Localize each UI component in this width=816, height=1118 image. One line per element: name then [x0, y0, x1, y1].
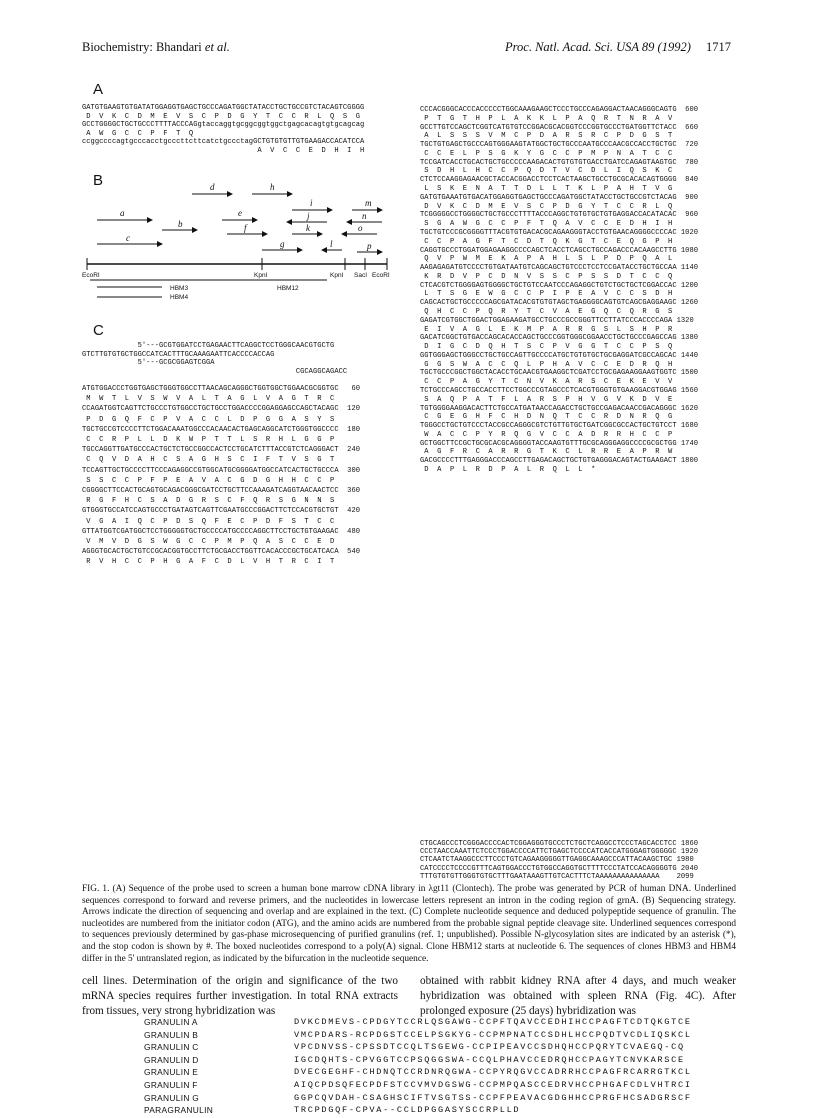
sequence-line: AGGGTGCACTGCTGTCCGCACGGTGCCTTCTGCGACCTGGTTCACACCCGCTGCATCACA 540 [82, 548, 361, 557]
alignment-row-name: GRANULIN A [144, 1017, 198, 1027]
site-label-kpni: KpnI [254, 272, 268, 279]
alignment-row-name: GRANULIN B [144, 1029, 199, 1040]
sequence-line: C C R P L L D K W P T T L S R H L G G P [82, 436, 335, 445]
arrow-label: d [210, 182, 215, 192]
site-label-kpni: KpnI [330, 272, 344, 279]
sequence-line: CGGGGCTTCCACTGCAGTGCAGACGGGCGATCCTGCTTCCAAAGATCAGGTAACAACTCC 360 [82, 487, 361, 496]
clone-label-hbm4: HBM4 [170, 294, 189, 301]
sequence-line: L T S G E W G C C P I P E A V C C S D H [420, 290, 673, 299]
site-label-saci: SacI [354, 272, 368, 279]
sequence-line: TCCAGTTGCTGCCCCTTCCCAGAGGCCGTGGCATGCGGGGATGGCCATCACTGCTGCCCA 300 [82, 466, 361, 475]
body-text-right: obtained with rabbit kidney RNA after 4 days, and much weaker hybridization was obtained with spleen RNA (Fig. 4C). After prolonged exposure (25 days) hybridization was [420, 975, 736, 1017]
sequence-line: A L S S S V M C P D A R S R C P D G S T [420, 132, 673, 141]
arrow-label: m [365, 198, 372, 208]
sequence-line: S G A W G C C P F T Q A V C C E D H I H [420, 220, 673, 229]
site-label-ecori: EcoRI [82, 272, 100, 279]
sequence-line: L S K E N A T T D L L T K L P A H T V G [420, 185, 673, 194]
sequence-line: GTGGGTGCCATCCAGTGCCCTGATAGTCAGTTCGAATGCCCGGACTTCTCCACGTGCTGT 420 [82, 507, 361, 516]
utr-line: CGCAGGCAGACC [82, 367, 348, 376]
clone-label-hbm12: HBM12 [277, 285, 299, 292]
sequence-line: GACGCCCCTTTGAGGGACCCAGCCTTGAGACAGCTGCTGTGAGGGACAGTACTGAAGACT 1800 [420, 457, 699, 466]
tail-sequence-line: TTTGTGTGTTGGGTGTGCTTTGAATAAAGTTGTCACTTTCTAAAAAAAAAAAAAAA 2099 [420, 872, 694, 881]
arrow-label: n [362, 211, 367, 221]
figure1-caption: FIG. 1. (A) Sequence of the probe used to screen a human bone marrow cDNA library in λgt11 (Clontech). The probe was generated by PCR of human DNA. Underlined sequences correspond to forward and reverse primers, and the nucleotides in lowercase letters represent an intron in the coding region of grnA. (B) Sequencing strategy. Arrows indicate the direction of sequencing and overlap and are explained in the text. (C) Complete nucleotide sequence and deduced polypeptide sequence of granulin. The nucleotides are numbered from the initiator codon (ATG), and the amino acids are numbered from the probable signal peptide cleavage site. Underlined sequences correspond to sequences previously determined by gas-phase microsequencing of purified granulins (ref. 1; unpublished). Possible N-glycosylation sites are indicated by an asterisk (*), and the stop codon is shown by #. The boxed nucleotides correspond to a poly(A) signal. Clone HBM12 starts at nucleotide 6. The sequences of clones HBM3 and HBM4 differ in the 5' untranslated region, as indicated by the bifurcation in the nucleotide sequence. [82, 884, 736, 964]
utr-line: GTCTTGTGTGCTGGCCATCACTTTGCAAAGAATTCACCCCACCAG [82, 350, 275, 359]
sequence-line: TCTGCCCAGCCTGCCACCTTCCTGGCCCGTAGCCCTCACGTGGGTGTGAAGGACGTGGAG 1560 [420, 387, 699, 395]
arrow-label: c [126, 233, 130, 243]
sequence-line: CCAGATGGTCAGTTCTGCCCTGTGGCCTGCTGCCTGGACCCCGGAGGAGCCAGCTACAGC 120 [82, 405, 361, 414]
sequence-line: G G S W A C C Q L P H A V C C E D R Q H [420, 360, 673, 369]
sequencing-arrows [87, 194, 387, 297]
panel-b-label: B [93, 172, 104, 189]
sequence-line: C G E G H F C H D N Q T C C R D N R Q G [420, 413, 673, 422]
arrow-label: h [270, 182, 275, 192]
arrow-label: i [310, 198, 313, 208]
sequence-line: TGCTGTCCCGCGGGGTTTACGTGTGACACGCAGAAGGGTACCTGTGAACAGGGGCCCCAC 1020 [420, 228, 699, 237]
sequence-line: D V K C D M E V S C P D G Y T C C R L Q [420, 202, 673, 211]
sequence-line: CAGCACTGCTGCCCCCAGCGATACACGTGTGTAGCTGAGGGGCAGTGTCAGCGAGGAAGC 1260 [420, 299, 699, 308]
utr-line: 5'---GCGTGGATCCTGAGAACTTCAGGCTCCTGGGCAACGTGCTG [82, 342, 335, 350]
sequence-line: P T G T H P L A K K L P A Q R T N R A V [420, 114, 673, 123]
sequence-line: S A Q P A T F L A R S P H V G V K D V E [420, 395, 673, 404]
sequence-line: GACATCGGCTGTGACCAGCACACCAGCTGCCCGGTGGGCGGAACCTGCTGCCCGAGCCAG 1380 [420, 334, 699, 343]
alignment-row-sequence: AIQCPDSQFECPDFSTCCVMVDGSWG-CCPMPQASCCEDRVHCCPHGAFCDLVHTRCI [294, 1080, 692, 1090]
sequence-line: CTCTCCAAGGAGAACGCTACCACGGACCTCCTCACTAAGCTGCCTGCGCACACAGTGGGG 840 [420, 176, 699, 185]
alignment-row-name: GRANULIN F [144, 1080, 198, 1090]
sequence-line: R V H C C P H G A F C D L V H T R C I T [82, 558, 335, 567]
alignment-row-sequence: GGPCQVDAH-CSAGHSCIFTVSGTSS-CCPFPEAVACGDGHHCCPRGFHCSADGRSCF [294, 1092, 692, 1103]
panel-c-utr [82, 342, 347, 376]
sequence-line: P D G Q F C P V A C C L D P G G A S Y S [82, 415, 335, 424]
arrow-label: o [358, 223, 363, 233]
panel-a-sequence [82, 104, 364, 156]
sequence-line: D V K C D M E V S C P D G Y T C C R L Q S G [82, 112, 361, 121]
alignment-row-sequence: DVECGEGHF-CHDNQTCCRDNRQGWA-CCPYRQGVCCADRRHCCPAGFRCARRGTKCL [294, 1067, 692, 1078]
panel-c-left-block [82, 384, 360, 568]
sequence-line: TGCTGCCGTCCCCTTCTGGACAAATGGCCCACAACACTGAGCAGGCATCTGGGTGGCCCC 180 [82, 425, 361, 434]
sequence-line: A G F R C A R R G T K C L R R E A P R W [420, 448, 673, 457]
arrow-label: l [330, 239, 333, 249]
arrow-label: j [307, 211, 310, 221]
sequence-line: GGTGGGAGCTGGGCCTGCTGCCAGTTGCCCCATGCTGTGTGCTGCGAGGATCGCCAGCAC 1440 [420, 351, 699, 360]
sequence-line: GCCTGGGGCTGCTGCCCTTTTACCCAGgtaccaggtgcggcggtggctgagcacagtgtgcagcag [82, 121, 365, 130]
arrow-labels [120, 182, 372, 251]
running-head-left: Biochemistry: Bhandari et al. [82, 40, 230, 54]
sequence-line: ccggccccagtgcccacctgcccttcttcatctgccctagGCTGTGTGTTGTGAAGACCACATCCA [82, 138, 365, 147]
sequence-line: GTTATGGTCGATGGCTCCTGGGGGTGCTGCCCCATGCCCCAGGCTTCCTGCTGTGAAGAC 480 [82, 527, 361, 536]
sequence-line: GATGTGAAGTGTGATATGGAGGTGAGCTGCCCAGATGGCTATACCTGCTGCCGTCTACAGTCGGGG [82, 104, 365, 112]
panel-c-label: C [93, 322, 104, 339]
sequence-line: W A C C P Y R Q G V C C A D R R H C C P [420, 430, 673, 439]
sequence-line: A V C C E D H I H [82, 146, 365, 155]
sequence-line: TCCGATCACCTGCACTGCTGCCCCCAAGACACTGTGTGTGACCTGATCCAGAGTAAGTGC 780 [420, 158, 699, 167]
sequence-line: C C P A G F T C D T Q K G T C E Q G P H [420, 237, 673, 246]
arrow-label: e [238, 208, 242, 218]
running-head-journal: Proc. Natl. Acad. Sci. USA 89 (1992) [505, 40, 691, 54]
alignment-row-sequence: TRCPDGQF-CPVA--CCLDPGGASYSCCRPLLD [294, 1105, 521, 1116]
sequence-line: K R D V P C D N V S S C P S S D T C C Q [420, 272, 673, 281]
tail-sequence-line: CATCCCCTCCCCGTTTCAGTGGACCCTGTGGCCAGGTGCTTTTCCCTATCCACAGGGGTG 2040 [420, 864, 699, 873]
arrow-label: a [120, 208, 125, 218]
alignment-row-sequence: VMCPDARS-RCPDGSTCCELPSGKYG-CCPMPNATCCSDHLHCCPQDTVCDLIQSKCL [294, 1029, 692, 1040]
alignment-row-sequence: VPCDNVSS-CPSSDTCCQLTSGEWG-CCPIPEAVCCSDHQHCCPQRYTCVAEGQ-CQ [294, 1042, 685, 1053]
sequence-line: M W T L V S W V A L T A G L V A G T R C [82, 395, 335, 404]
alignment-row-name: GRANULIN G [144, 1092, 200, 1103]
alignment-row-name: GRANULIN C [144, 1042, 199, 1053]
figure2-alignment [144, 1017, 704, 1116]
sequence-line: GCTGGCTTCCGCTGCGCACGCAGGGGTACCAAGTGTTTGCGCAGGGAGGCCCCGCGCTGG 1740 [420, 439, 699, 448]
sequence-line: GCCTTGTCCAGCTCGGTCATGTGTCCGGACGCACGGTCCCGGTGCCCTGATGGTTCTACC 660 [420, 123, 699, 132]
site-label-ecori: EcoRI [372, 272, 390, 279]
alignment-row-name: GRANULIN E [144, 1067, 199, 1078]
clone-label-hbm3: HBM3 [170, 285, 189, 292]
sequence-line: Q H C C P Q R Y T C V A E G Q C Q R G S [420, 307, 673, 316]
sequence-line: GAGATCGTGGCTGGACTGGAGAAGATGCCTGCCCGCCGGGTTCCTTATCCCACCCCAGA 1320 [420, 316, 694, 325]
sequence-line: CTCACGTCTGGGGAGTGGGGCTGCTGTCCAATCCCAGAGGCTGTCTGCTGCTCGGACCAC 1200 [420, 281, 699, 290]
sequence-line: CAGGTGCCCTGGATGGAGAAGGCCCCAGCTCACCTCAGCCTGCCAGACCCACAAGCCTTG 1080 [420, 246, 699, 255]
sequence-line: E I V A G L E K M P A R R G S L S H P R [420, 325, 673, 334]
body-text-left: cell lines. Determination of the origin and significance of the two mRNA species requires further investigation. In total RNA extracts from tissues, very strong hybridization was [82, 975, 398, 1017]
sequence-line: S S C C P F P E A V A C G D G H H C C P [82, 476, 335, 485]
panel-c-tail [420, 840, 698, 881]
sequence-line: D I G C D Q H T S C P V G G T C C P S Q [420, 343, 673, 352]
sequence-line: R G F H C S A D G R S C F Q R S G N N S [82, 497, 335, 506]
sequence-line: A W G C C P F T Q [82, 129, 194, 138]
arrow-label: p [367, 241, 372, 251]
sequencing-strategy-svg [82, 180, 392, 300]
arrow-label: f [244, 223, 247, 233]
sequence-line: TGCTGTGAGCTGCCCAGTGGGAAGTATGGCTGCTGCCCAATGCCCAACGCCACCTGCTGC 720 [420, 141, 699, 150]
sequence-line: S D H L H C C P Q D T V C D L I Q S K C [420, 167, 673, 176]
tail-sequence-line: CTGCAGCCCTCGGGACCCCACTCGGAGGGTGCCCTCTGCTCAGGCCTCCCTAGCACCTCC 1860 [420, 840, 699, 848]
alignment-row-name: GRANULIN D [144, 1054, 199, 1065]
tail-sequence-line: CTCAATCTAAGGCCCTTCCCTGTCAGAAGGGGGTTGAGGCAAAGCCCATTACAAGCTGC 1980 [420, 856, 694, 865]
arrow-label: g [280, 239, 285, 249]
sequencing-strategy-diagram [82, 180, 392, 300]
sequence-line: CCCACGGGCACCCACCCCCTGGCAAAGAAGCTCCCTGCCCAGAGGACTAACAGGGCAGTG 600 [420, 106, 699, 114]
sequence-line: TGCTGCCCGGCTGGCTACACCTGCAACGTGAAGGCTCGATCCTGCGAGAAGGAAGTGGTC 1500 [420, 369, 699, 378]
sequence-line: TGGGCCTGCTGTCCCTACCGCCAGGGCGTCTGTTGTGCTGATCGGCGCCACTGCTGTCCT 1680 [420, 422, 699, 431]
sequence-line: V G A I Q C P D S Q F E C P D F S T C C [82, 517, 335, 526]
sequence-line: D A P L R D P A L R Q L L * [420, 466, 596, 475]
sequence-line: ATGTGGACCCTGGTGAGCTGGGTGGCCTTAACAGCAGGGCTGGTGGCTGGAACGCGGTGC 60 [82, 385, 361, 393]
sequence-line: C Q V D A H C S A G H S C I F T V S G T [82, 456, 335, 465]
sequence-line: TCGGGGGCCTGGGGCTGCTGCCCTTTTACCCAGGCTGTGTGCTGTGAGGACCACATACAC 960 [420, 211, 699, 220]
panel-a-label: A [93, 81, 104, 98]
alignment-row-sequence: IGCDQHTS-CPVGGTCCPSQGGSWA-CCQLPHAVCCEDRQHCCPAGYTCNVKARSCE [294, 1054, 685, 1065]
tail-sequence-line: CCCTAACCAAATTCTCCCTGGACCCCATTCTGAGCTCCCCATCACCATGGGAGTGGGGGC 1920 [420, 848, 699, 857]
sequence-line: C C E L P S G K Y G C C P M P N A T C C [420, 149, 673, 158]
utr-line: 5'---GCGCGGAGTCGGA [82, 359, 215, 368]
alignment-row-name: PARAGRANULIN [144, 1105, 214, 1116]
arrow-label: b [178, 219, 183, 229]
sequence-line: C C P A G Y T C N V K A R S C E K E V V [420, 378, 673, 387]
sequence-line: V M V D G S W G C C P M P Q A S C C E D [82, 538, 335, 547]
sequence-line: TGCCAGGTTGATGCCCACTGCTCTGCCGGCCACTCCTGCATCTTTACCGTCTCAGGGACT 240 [82, 446, 361, 455]
arrow-label: k [306, 223, 310, 233]
alignment-row-sequence: DVKCDMEVS-CPDGYTCCRLQSGAWG-CCPFTQAVCCEDHIHCCPAGFTCDTQKGTCE [294, 1017, 692, 1027]
sequence-line: AAGAGAGATGTCCCCTGTGATAATGTCAGCAGCTGTCCCTCCTCCGATACCTGCTGCCAA 1140 [420, 264, 699, 273]
sequence-line: GATGTGAAATGTGACATGGAGGTGAGCTGCCCAGATGGCTATACCTGCTGCCGTCTACAG 900 [420, 193, 699, 202]
panel-c-right-block [420, 106, 698, 475]
sequence-line: TGTGGGGAAGGACACTTCTGCCATGATAACCAGACCTGCTGCCGAGACAACCGACAGGGC 1620 [420, 404, 699, 413]
page-number: 1717 [706, 40, 731, 54]
sequence-line: Q V P W M E K A P A H L S L P D P Q A L [420, 255, 673, 264]
